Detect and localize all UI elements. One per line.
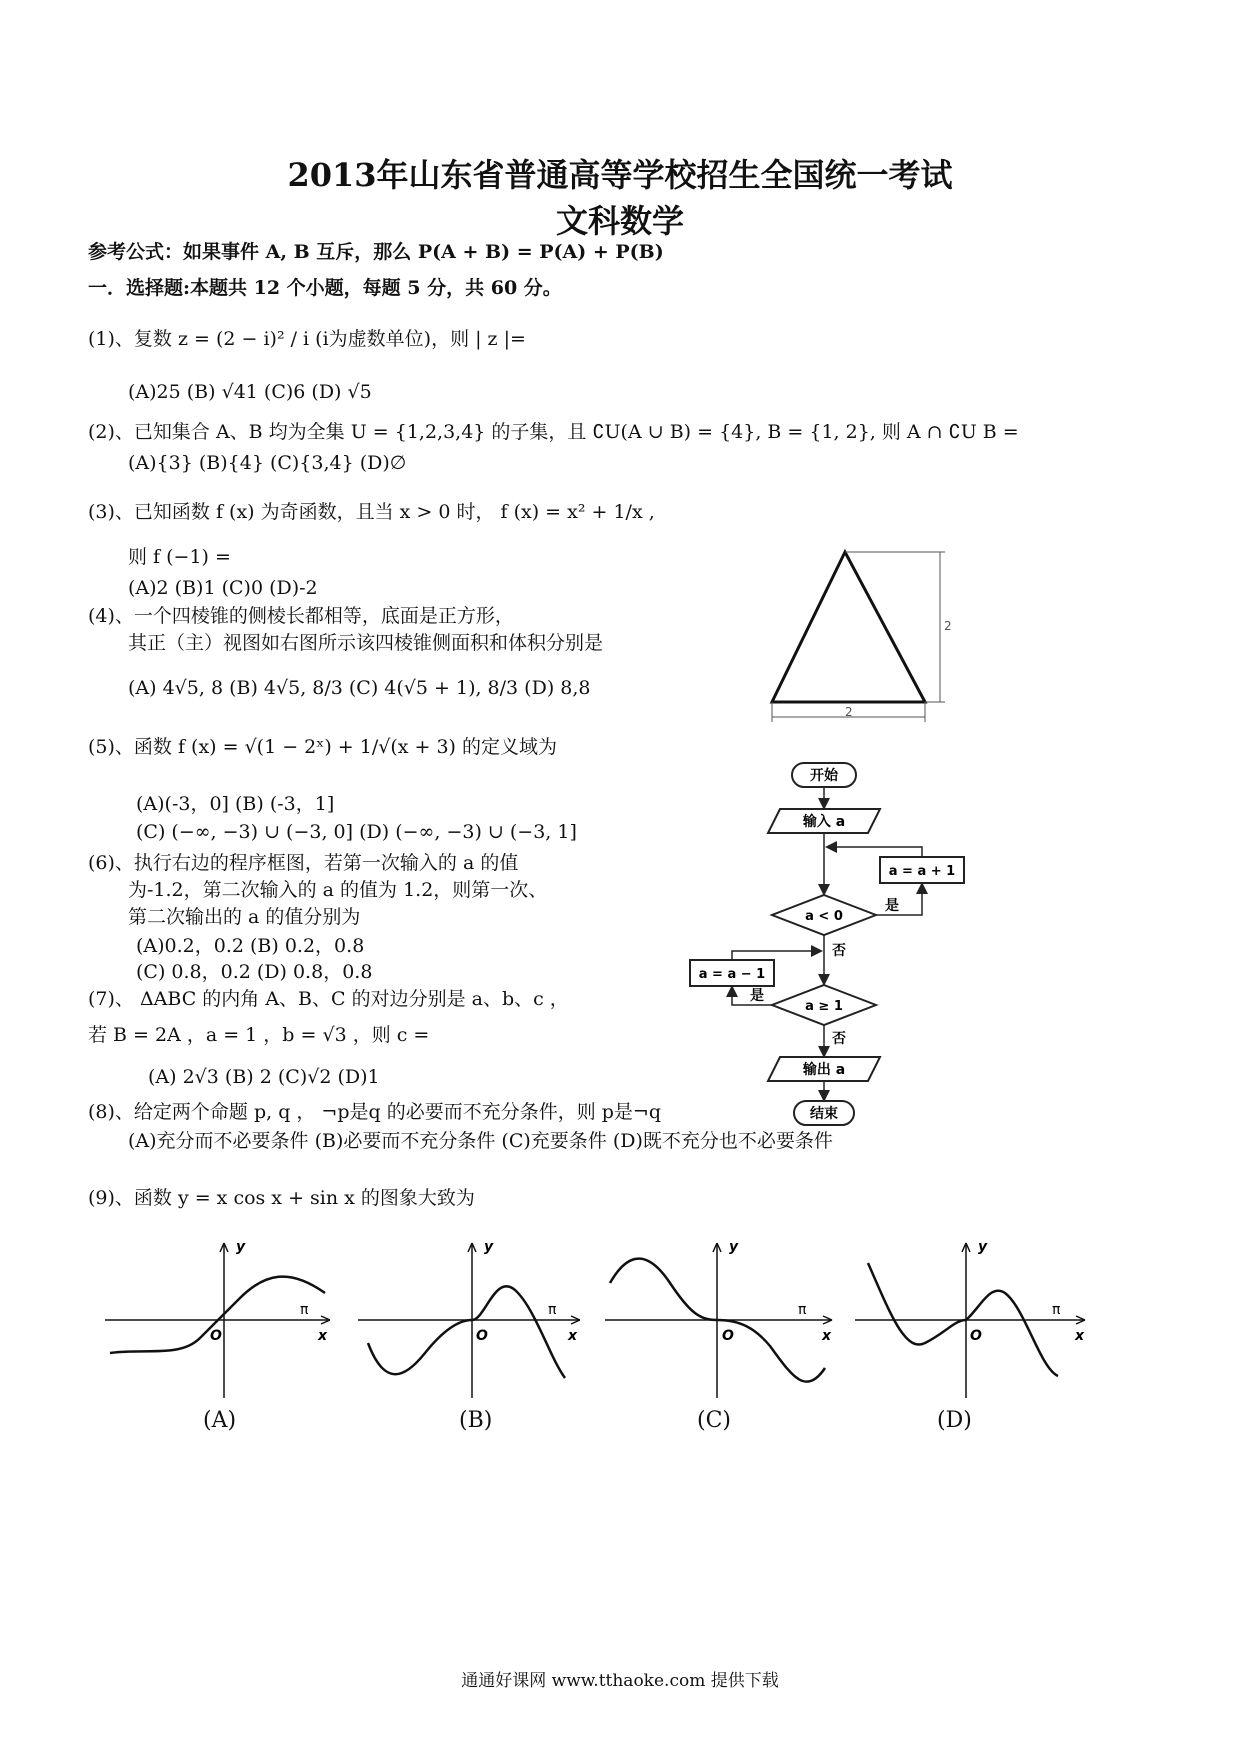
question-9-stem: (9)、函数 y = x cos x + sin x 的图象大致为 <box>88 1187 475 1209</box>
page-subtitle: 文科数学 <box>555 202 684 240</box>
graph-d <box>855 1239 1085 1398</box>
question-4-stem: (4)、一个四棱锥的侧棱长都相等，底面是正方形， <box>88 605 514 627</box>
question-7-stem-2: 若 B = 2A ，a = 1 ，b = √3 ，则 c = <box>88 1024 430 1046</box>
question-2-options: (A){3} (B){4} (C){3,4} (D)∅ <box>128 452 407 474</box>
flowchart-no-2: 否 <box>832 1031 846 1047</box>
flowchart-condition-1-label: a < 0 <box>805 909 843 924</box>
question-5-stem: (5)、函数 f (x) = √(1 − 2ˣ) + 1/√(x + 3) 的定义域为 <box>88 736 557 758</box>
question-3-stem-2: 则 f (−1) = <box>128 546 231 568</box>
graph-b-y-label: y <box>484 1239 494 1255</box>
question-5-options-2: (C) (−∞, −3) ∪ (−3, 0] (D) (−∞, −3) ∪ (−3, 1] <box>136 821 577 843</box>
flowchart-end-label: 结束 <box>810 1106 838 1122</box>
question-7-stem: (7)、 ΔABC 的内角 A、B、C 的对边分别是 a、b、c ， <box>88 988 569 1010</box>
flowchart-decrement-label: a = a − 1 <box>698 967 766 982</box>
triangle-outline <box>772 552 925 702</box>
program-flowchart <box>680 755 980 1130</box>
page-title: 2013年山东省普通高等学校招生全国统一考试 <box>287 156 953 194</box>
graph-b-origin: O <box>476 1328 488 1344</box>
question-6-stem-3: 第二次输出的 a 的值分别为 <box>128 906 361 928</box>
graph-d-label: (D) <box>937 1408 972 1433</box>
graph-a-pi: π <box>300 1302 309 1318</box>
graph-c-pi: π <box>798 1302 807 1318</box>
question-6-options-1: (A)0.2，0.2 (B) 0.2，0.8 <box>136 935 365 957</box>
graph-c-x-label: x <box>822 1328 832 1344</box>
graph-d-x-label: x <box>1075 1328 1085 1344</box>
base-label: 2 <box>845 705 853 719</box>
graph-b-x-label: x <box>568 1328 578 1344</box>
flowchart-yes-2: 是 <box>750 988 764 1004</box>
height-label: 2 <box>944 619 952 633</box>
function-graphs <box>100 1228 1140 1408</box>
question-6-options-2: (C) 0.8，0.2 (D) 0.8，0.8 <box>136 961 373 983</box>
flowchart-input-label: 输入 a <box>802 814 846 830</box>
flowchart-start-label: 开始 <box>810 768 838 784</box>
question-6-stem: (6)、执行右边的程序框图，若第一次输入的 a 的值 <box>88 852 519 874</box>
pyramid-front-view <box>760 530 970 730</box>
section-heading: 一．选择题:本题共 12 个小题，每题 5 分，共 60 分。 <box>88 277 562 299</box>
question-4-stem-2: 其正（主）视图如右图所示该四棱锥侧面积和体积分别是 <box>128 632 604 654</box>
graph-c-label: (C) <box>697 1408 731 1433</box>
question-3-options: (A)2 (B)1 (C)0 (D)-2 <box>128 577 318 599</box>
question-4-options: (A) 4√5, 8 (B) 4√5, 8/3 (C) 4(√5 + 1), 8/3 (D) 8,8 <box>128 677 591 699</box>
graph-d-y-label: y <box>978 1239 988 1255</box>
graph-a-label: (A) <box>203 1408 237 1433</box>
graph-c-origin: O <box>722 1328 734 1344</box>
graph-a-x-label: x <box>318 1328 328 1344</box>
graph-b-label: (B) <box>459 1408 493 1433</box>
graph-b-pi: π <box>548 1302 557 1318</box>
graph-b <box>358 1239 580 1398</box>
question-8-stem: (8)、给定两个命题 p, q ， ¬p是q 的必要而不充分条件，则 p是¬q <box>88 1101 662 1123</box>
graph-a-y-label: y <box>236 1239 246 1255</box>
question-8-options: (A)充分而不必要条件 (B)必要而不充分条件 (C)充要条件 (D)既不充分也不必要条件 <box>128 1130 833 1152</box>
flowchart-output-label: 输出 a <box>802 1062 846 1078</box>
question-3-stem: (3)、已知函数 f (x) 为奇函数，且当 x > 0 时， f (x) = x² + 1/x , <box>88 501 655 523</box>
question-7-options: (A) 2√3 (B) 2 (C)√2 (D)1 <box>148 1066 380 1088</box>
graph-d-pi: π <box>1052 1302 1061 1318</box>
graph-b-curve <box>368 1286 565 1378</box>
question-2-stem: (2)、已知集合 A、B 均为全集 U = {1,2,3,4} 的子集，且 ∁U(A ∪ B) = {4}, B = {1, 2}, 则 A ∩ ∁U B = <box>88 421 1019 443</box>
flowchart-yes-1: 是 <box>885 898 899 914</box>
flowchart-no-1: 否 <box>832 943 846 959</box>
flowchart-increment-label: a = a + 1 <box>888 864 956 879</box>
graph-c-y-label: y <box>729 1239 739 1255</box>
question-1-stem: (1)、复数 z = (2 − i)² / i (i为虚数单位)，则 | z |= <box>88 328 526 350</box>
graph-d-origin: O <box>970 1328 982 1344</box>
question-6-stem-2: 为-1.2，第二次输入的 a 的值为 1.2，则第一次、 <box>128 879 548 901</box>
question-1-options: (A)25 (B) √41 (C)6 (D) √5 <box>128 381 372 403</box>
graph-a <box>105 1239 330 1398</box>
page-footer: 通通好课网 www.tthaoke.com 提供下载 <box>461 1671 779 1691</box>
flowchart-condition-2-label: a ≥ 1 <box>805 999 843 1014</box>
graph-c <box>605 1239 832 1398</box>
graph-a-origin: O <box>210 1328 222 1344</box>
question-5-options-1: (A)(-3，0] (B) (-3，1] <box>136 793 335 815</box>
reference-formula: 参考公式：如果事件 A, B 互斥，那么 P(A + B) = P(A) + P(B) <box>88 241 664 263</box>
